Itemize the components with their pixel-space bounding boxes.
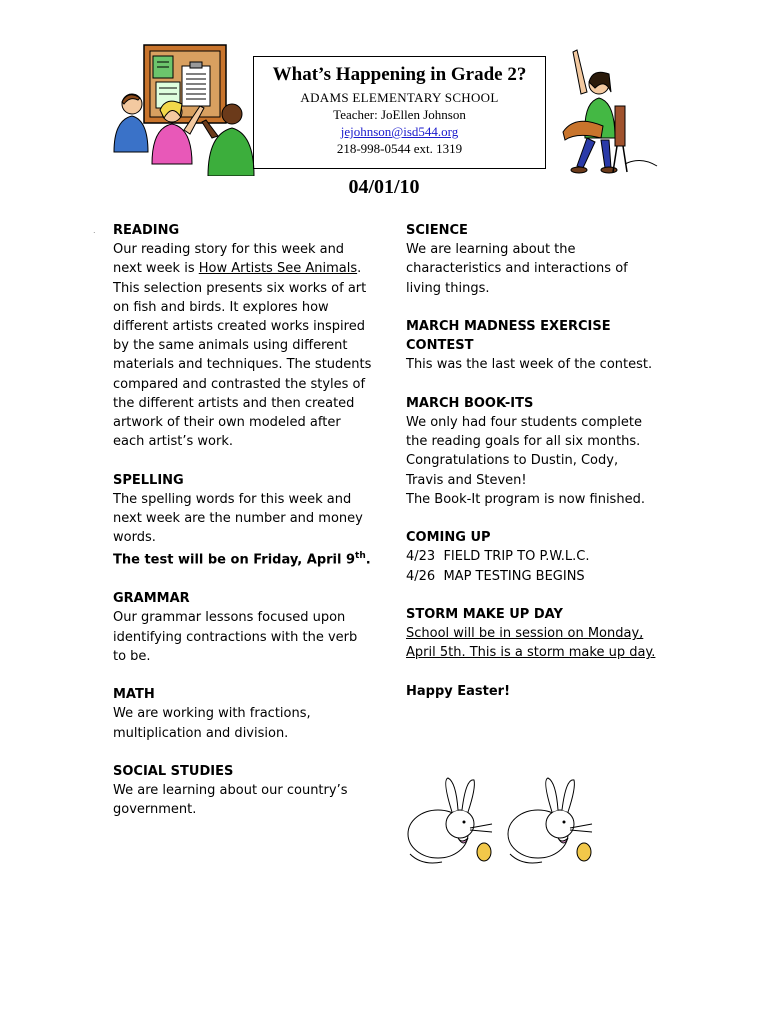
newsletter-header [253, 56, 546, 169]
social-studies-body: We are learning about our country’s government. [113, 783, 348, 818]
storm-make-up-heading: STORM MAKE UP DAY [406, 607, 563, 622]
book-its-section [406, 394, 658, 509]
science-body: We are learning about the characteristics and interactions of living things. [406, 242, 628, 296]
bunny-icon [408, 778, 492, 863]
bunny-icon [508, 778, 592, 863]
math-body: We are working with fractions, multiplication and division. [113, 706, 311, 741]
book-its-body: We only had four students complete the reading goals for all six months. Congratulations to Dustin, Cody, Travis and Steven! [406, 415, 643, 488]
stray-mark: . [93, 226, 96, 235]
book-its-finished: The Book-It program is now finished. [406, 491, 645, 507]
spelling-test-date: The test will be on Friday, April 9th. [113, 551, 371, 568]
coming-up-item: 4/26 MAP TESTING BEGINS [406, 568, 585, 584]
reading-body: Our reading story for this week and next week is How Artists See Animals. This selection presents six works of art on fish and birds. It explores how different artists created works inspired by the same animals using different materials and techniques. The students compared and contrasted the styles of the different artists and then created artwork of their own modeled after each artist’s work. [113, 242, 372, 450]
spelling-section [113, 471, 373, 570]
march-madness-section [406, 317, 658, 375]
science-heading: SCIENCE [406, 223, 468, 238]
grammar-body: Our grammar lessons focused upon identifying contractions with the verb to be. [113, 610, 358, 664]
teacher-email-link[interactable]: jejohnson@isd544.org [340, 124, 459, 139]
social-studies-section [113, 762, 373, 820]
math-section [113, 685, 373, 743]
kids-bulletin-board-illustration [108, 42, 256, 176]
book-its-heading: MARCH BOOK-ITS [406, 395, 534, 411]
easter-bunnies-illustration [402, 776, 608, 868]
math-heading: MATH [113, 687, 155, 703]
school-name: ADAMS ELEMENTARY SCHOOL [300, 90, 499, 105]
social-studies-heading: SOCIAL STUDIES [113, 763, 234, 779]
story-title: How Artists See Animals [198, 261, 358, 277]
coming-up-section [406, 528, 658, 586]
spelling-body: The spelling words for this week and next week are the number and money words. [113, 491, 363, 546]
coming-up-heading: COMING UP [406, 530, 491, 546]
science-section [406, 221, 658, 298]
grammar-heading: GRAMMAR [113, 591, 190, 607]
teacher-name: Teacher: JoEllen Johnson [333, 107, 466, 122]
newsletter-title: What’s Happening in Grade 2? [272, 64, 527, 85]
spelling-heading: SPELLING [113, 472, 184, 488]
march-madness-body: This was the last week of the contest. [406, 357, 653, 373]
storm-make-up-section [406, 605, 658, 663]
teacher-phone: 218-998-0544 ext. 1319 [336, 141, 463, 156]
student-raising-hand-illustration [555, 48, 660, 176]
happy-easter: Happy Easter! [406, 683, 511, 699]
reading-heading: READING [113, 223, 180, 238]
grammar-section [113, 589, 373, 666]
coming-up-item: 4/23 FIELD TRIP TO P.W.L.C. [406, 549, 590, 565]
storm-make-up-body: School will be in session on Monday, April 5th. This is a storm make up day. [406, 626, 656, 661]
march-madness-heading: MARCH MADNESS EXERCISE CONTEST [406, 319, 611, 354]
reading-section [113, 221, 373, 451]
right-column [406, 221, 658, 701]
newsletter-date: 04/01/10 [348, 176, 420, 198]
left-column [113, 221, 373, 839]
